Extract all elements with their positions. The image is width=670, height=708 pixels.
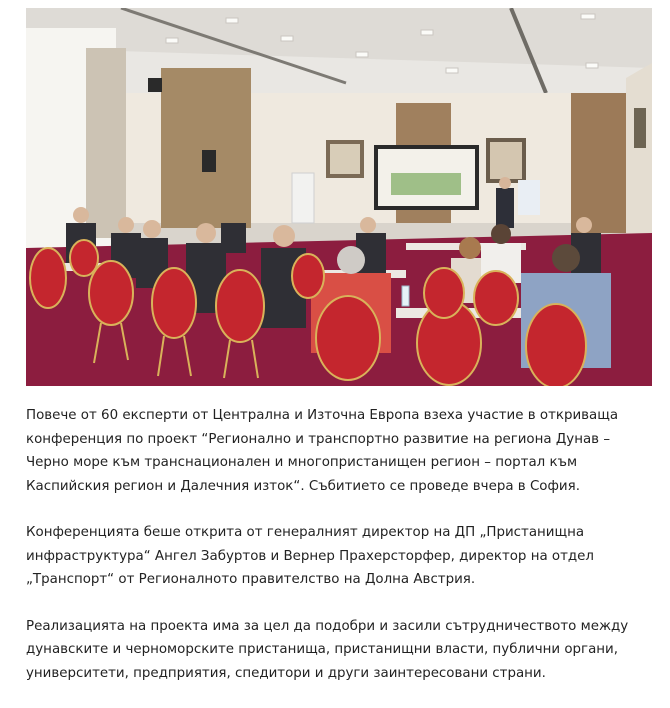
article-paragraph-1: Повече от 60 експерти от Централна и Източна Европа взеха участие в откриваща конференция по проект “Регионално и транспортно развитие на региона Дунав – Черно море към транснационален и многопристанищен регион – портал към Каспийския регион и Далечния изток“. Събитието се проведе вчера в София.	[26, 408, 619, 494]
conference-room-image	[26, 8, 652, 386]
conference-photo	[26, 8, 652, 386]
article-paragraph-2: Конференцията беше открита от генералният директор на ДП „Пристанищна инфраструктура“ Ангел Забуртов и Вернер Прахерсторфер, директор на отдел „Транспорт“ от Регионалното правителство на Долна Австрия.	[26, 525, 594, 587]
article-text	[26, 404, 652, 708]
article-paragraph-3: Реализацията на проекта има за цел да подобри и засили сътрудничеството между дунавските и черноморските пристанища, пристанищни власти, публични органи, университети, предприятия, спедитори и други заинтересовани страни.	[26, 618, 629, 681]
